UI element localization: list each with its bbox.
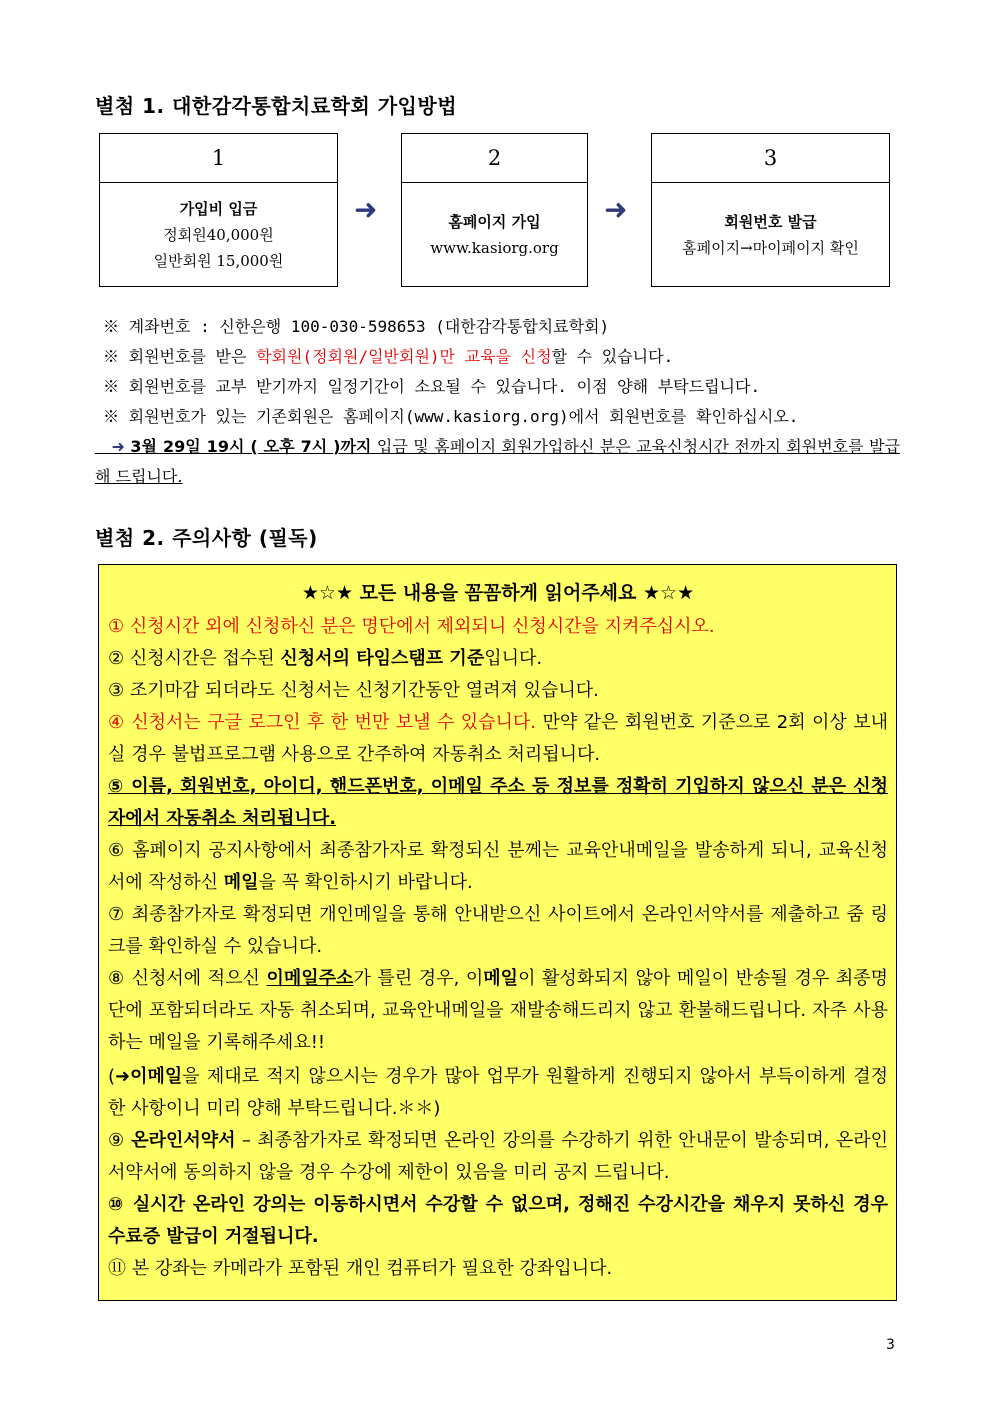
step-line: 정회원40,000원	[163, 226, 274, 244]
item-text: 을 꼭 확인하시기 바랍니다.	[258, 872, 473, 893]
section1-heading: 별첨 1. 대한감각통합치료학회 가입방법	[95, 94, 458, 118]
step-number: 3	[652, 134, 889, 183]
step-box-1	[99, 133, 338, 287]
item-text: ⑧ 신청서에 적으신	[108, 968, 267, 989]
deadline-text: 3월 29일 19시 ( 오후 7시 )까지	[130, 437, 372, 456]
step-line: 홈페이지→마이페이지 확인	[682, 239, 859, 257]
note-text: ※ 회원번호를 받은	[103, 347, 257, 366]
right-arrow-icon: ➜	[354, 193, 378, 226]
arrow-icon: ➜	[111, 437, 125, 456]
item-text: 이 활성화되지 않아 메일이 반송될 경우 최종명단에 포함되더라도 자동 취소되며, 교육안내메일을 재발송해드리지 않고 환불해드립니다. 자주 사용하는 메일을 기록해주세요!!	[108, 968, 888, 1053]
notice-item-6	[108, 835, 888, 899]
notes	[95, 312, 900, 492]
item-text: 입니다.	[484, 648, 543, 669]
notice-item-3: ③ 조기마감 되더라도 신청서는 신청기간동안 열려져 있습니다.	[108, 680, 599, 701]
note-red-text: 학회원(정회원/일반회원)만 교육을 신청	[256, 347, 552, 366]
note-deadline	[95, 432, 900, 492]
right-arrow-icon: ➜	[604, 193, 628, 226]
notice-item-8	[108, 963, 888, 1059]
notice-item-11: ⑪ 본 강좌는 카메라가 포함된 개인 컴퓨터가 필요한 강좌입니다.	[108, 1258, 613, 1279]
item-text: 만약 같은 회원번호 기준으로 2회 이상 보내실 경우 불법프로그램 사용으로 간주하여 자동취소 처리됩니다.	[108, 712, 888, 765]
page-number: 3	[886, 1337, 895, 1353]
item-bold: 메일	[223, 872, 259, 893]
notice-box	[98, 564, 897, 1301]
step-number: 1	[100, 134, 337, 183]
step-line: 일반회원 15,000원	[153, 252, 284, 270]
section2-heading: 별첨 2. 주의사항 (필독)	[95, 526, 318, 550]
notice-item-9	[108, 1125, 888, 1189]
step-title: 회원번호 발급	[724, 213, 817, 231]
step-title: 홈페이지 가입	[448, 213, 541, 231]
item-text: – 최종참가자로 확정되면 온라인 강의를 수강하기 위한 안내문이 발송되며, 온라인 서약서에 동의하지 않을 경우 수강에 제한이 있음을 미리 공지 드립니다.	[108, 1130, 888, 1183]
note-account: ※ 계좌번호 : 신한은행 100-030-598653 (대한감각통합치료학회)	[103, 317, 610, 336]
step-title: 가입비 입금	[179, 200, 258, 218]
item-red: ④ 신청서는 구글 로그인 후 한 번만 보낼 수 있습니다.	[108, 712, 537, 733]
item-text: 가 틀린 경우, 이	[353, 968, 484, 989]
item-text: ② 신청시간은 접수된	[108, 648, 281, 669]
notice-item-5: ⑤ 이름, 회원번호, 아이디, 핸드폰번호, 이메일 주소 등 정보를 정확히 기입하지 않으신 분은 신청자에서 자동취소 처리됩니다.	[108, 776, 888, 829]
notice-item-8-note	[108, 1061, 888, 1125]
notice-item-7: ⑦ 최종참가자로 확정되면 개인메일을 통해 안내받으신 사이트에서 온라인서약서를 제출하고 줌 링크를 확인하실 수 있습니다.	[108, 904, 888, 957]
notice-item-10: ⑩ 실시간 온라인 강의는 이동하시면서 수강할 수 없으며, 정해진 수강시간을 채우지 못하신 경우 수료증 발급이 거절됩니다.	[108, 1194, 888, 1247]
item-text: ⑨	[108, 1130, 132, 1151]
note-text: 입금 및 홈페이지 회원가입하신 분은 교육신청시간 전까지 회원번호를 발급해 드립니다.	[95, 437, 900, 486]
notice-title: ★☆★ 모든 내용을 꼼꼼하게 읽어주세요 ★☆★	[301, 582, 695, 604]
step-box-3	[651, 133, 890, 287]
item-bold: 신청서의 타임스탬프 기준	[280, 648, 485, 669]
note-member-only	[95, 342, 900, 372]
item-bold: 온라인서약서	[131, 1130, 236, 1151]
step-box-2	[401, 133, 588, 287]
item-bold: ➜이메일	[115, 1066, 183, 1087]
item-bold-underline: 이메일주소	[266, 968, 354, 989]
item-bold: 메일	[483, 968, 519, 989]
notice-item-2	[108, 643, 888, 675]
notice-item-4	[108, 707, 888, 771]
step-number: 2	[402, 134, 587, 183]
item-text: 을 제대로 적지 않으시는 경우가 많아 업무가 원활하게 진행되지 않아서 부득이하게 결정한 사항이니 미리 양해 부탁드립니다.＊＊)	[108, 1066, 888, 1119]
item-text: ⑥ 홈페이지 공지사항에서 최종참가자로 확정되신 분께는 교육안내메일을 발송하게 되니, 교육신청서에 작성하신	[108, 840, 888, 893]
item-text: (	[108, 1066, 116, 1087]
note-text: 할 수 있습니다.	[551, 347, 674, 366]
note-existing: ※ 회원번호가 있는 기존회원은 홈페이지(www.kasiorg.org)에서 회원번호를 확인하십시오.	[103, 407, 799, 426]
step-line: www.kasiorg.org	[430, 239, 559, 257]
note-waiting: ※ 회원번호를 교부 받기까지 일정기간이 소요될 수 있습니다. 이점 양해 부탁드립니다.	[103, 377, 761, 396]
notice-item-1: ① 신청시간 외에 신청하신 분은 명단에서 제외되니 신청시간을 지켜주십시오.	[108, 616, 715, 637]
